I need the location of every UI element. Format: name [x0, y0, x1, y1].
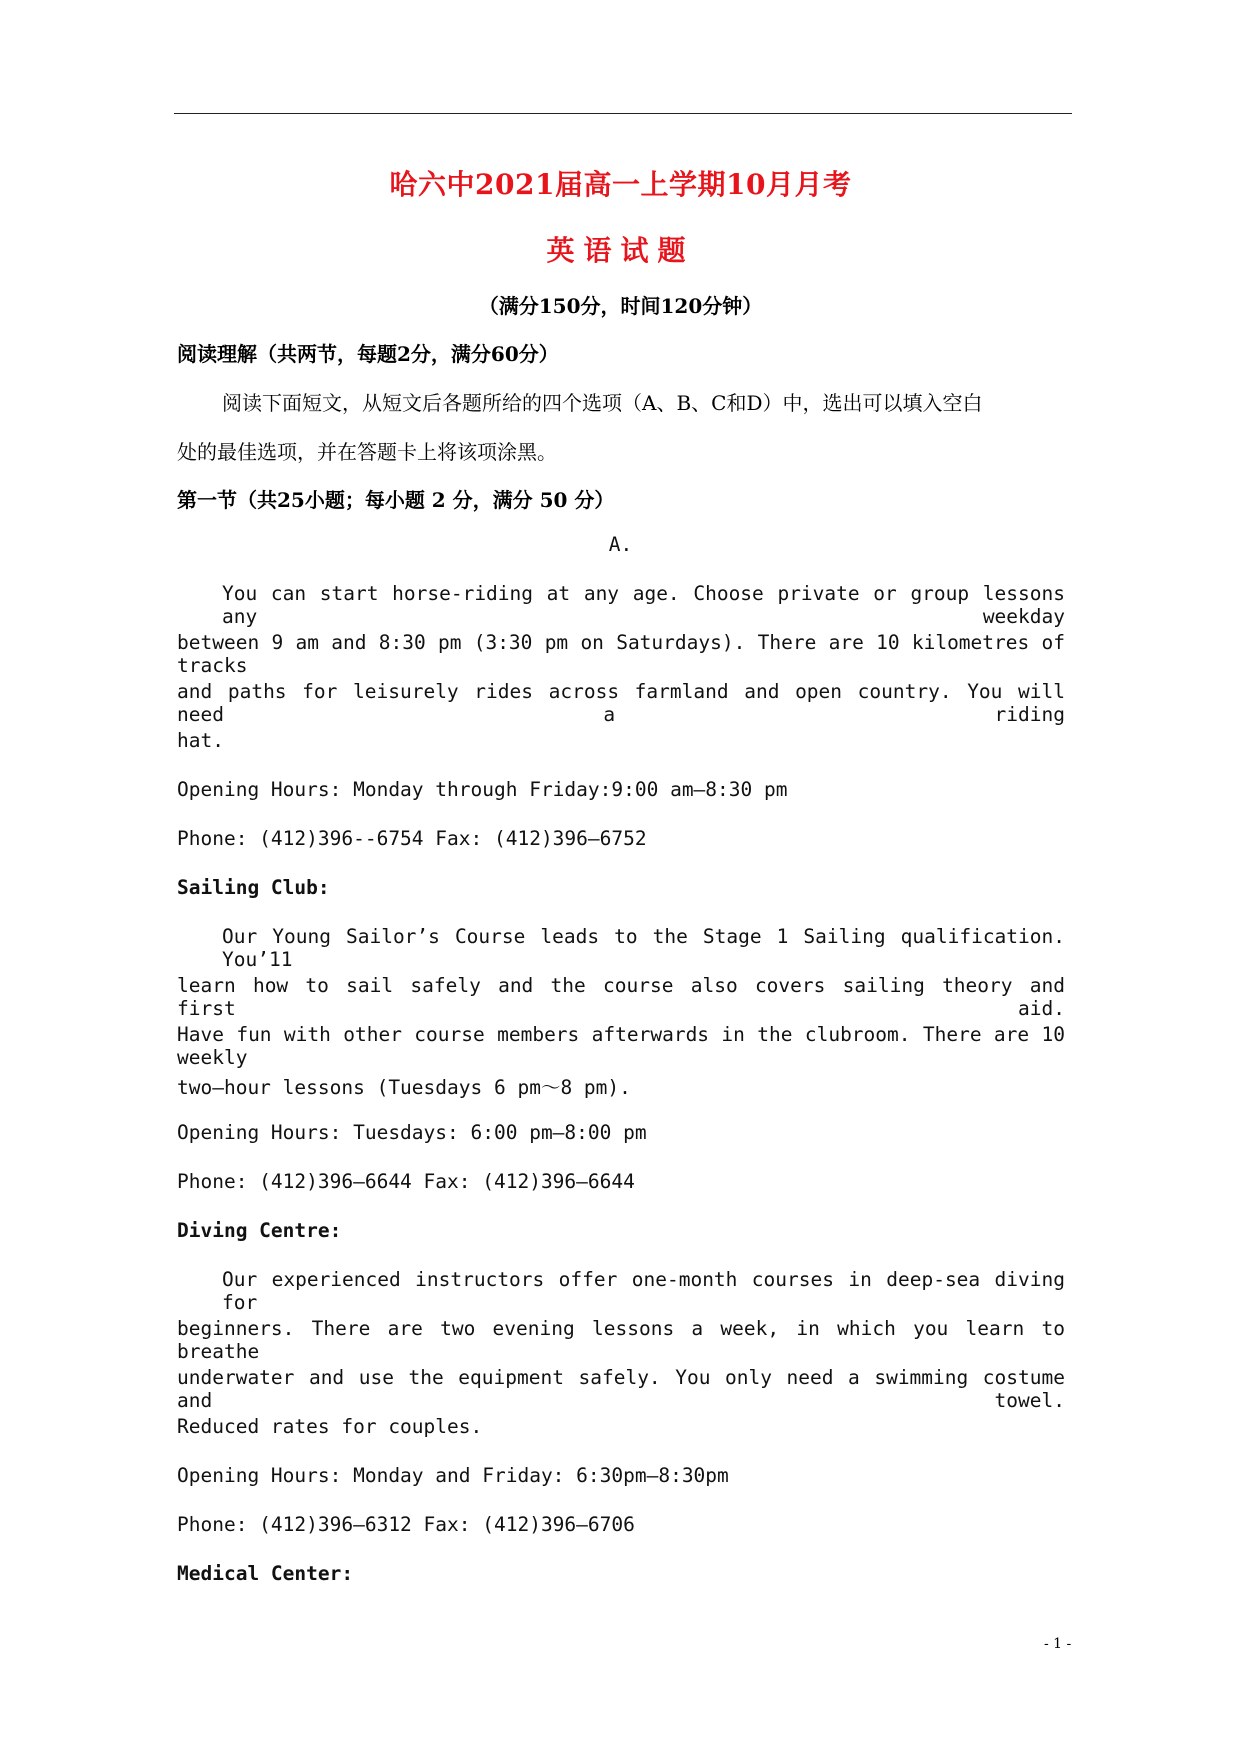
- reading-heading: 阅读理解（共两节，每题2分，满分60分）: [177, 342, 559, 366]
- diving-hours: Opening Hours: Monday and Friday: 6:30pm—8:30pm: [177, 1464, 729, 1487]
- diving-heading: Diving Centre:: [177, 1219, 342, 1242]
- diving-line-3: underwater and use the equipment safely. You only need a swimming costume and towel.: [177, 1366, 1065, 1412]
- medical-heading: Medical Center:: [177, 1562, 354, 1585]
- diving-line-1: Our experienced instructors offer one-month courses in deep-sea diving for: [222, 1268, 1065, 1314]
- section-heading: 第一节（共25小题；每小题 2 分，满分 50 分）: [177, 488, 615, 512]
- horse-line-3: and paths for leisurely rides across farmland and open country. You will need a riding: [177, 680, 1065, 726]
- sailing-line-3: Have fun with other course members afterwards in the clubroom. There are 10 weekly: [177, 1023, 1065, 1069]
- horse-hours: Opening Hours: Monday through Friday:9:00 am—8:30 pm: [177, 778, 788, 801]
- sailing-line-4: two—hour lessons (Tuesdays 6 pm～8 pm).: [177, 1076, 631, 1099]
- page-number: - 1 -: [1044, 1636, 1072, 1652]
- sailing-line-1: Our Young Sailor’s Course leads to the Stage 1 Sailing qualification. You’11: [222, 925, 1065, 971]
- diving-phone: Phone: (412)396—6312 Fax: (412)396—6706: [177, 1513, 635, 1536]
- diving-line-4: Reduced rates for couples.: [177, 1415, 483, 1438]
- instructions-line-1: 阅读下面短文，从短文后各题所给的四个选项（A、B、C和D）中，选出可以填入空白: [222, 391, 983, 415]
- exam-school-title: 哈六中2021届高一上学期10月月考: [389, 168, 852, 201]
- instructions-line-2: 处的最佳选项，并在答题卡上将该项涂黑。: [177, 440, 557, 464]
- diving-line-2: beginners. There are two evening lessons a week, in which you learn to breathe: [177, 1317, 1065, 1363]
- horse-phone: Phone: (412)396--6754 Fax: (412)396—6752: [177, 827, 647, 850]
- header-rule: [174, 113, 1072, 114]
- exam-subject-title: 英语试题: [546, 234, 695, 267]
- horse-line-2: between 9 am and 8:30 pm (3:30 pm on Saturdays). There are 10 kilometres of tracks: [177, 631, 1065, 677]
- score-info: （满分150分，时间120分钟）: [478, 294, 763, 318]
- horse-line-4: hat.: [177, 729, 224, 752]
- sailing-heading: Sailing Club:: [177, 876, 330, 899]
- sailing-phone: Phone: (412)396—6644 Fax: (412)396—6644: [177, 1170, 635, 1193]
- sailing-line-2: learn how to sail safely and the course also covers sailing theory and first aid.: [177, 974, 1065, 1020]
- passage-label: A.: [608, 533, 633, 556]
- sailing-hours: Opening Hours: Tuesdays: 6:00 pm—8:00 pm: [177, 1121, 647, 1144]
- horse-line-1: You can start horse-riding at any age. Choose private or group lessons any weekday: [222, 582, 1065, 628]
